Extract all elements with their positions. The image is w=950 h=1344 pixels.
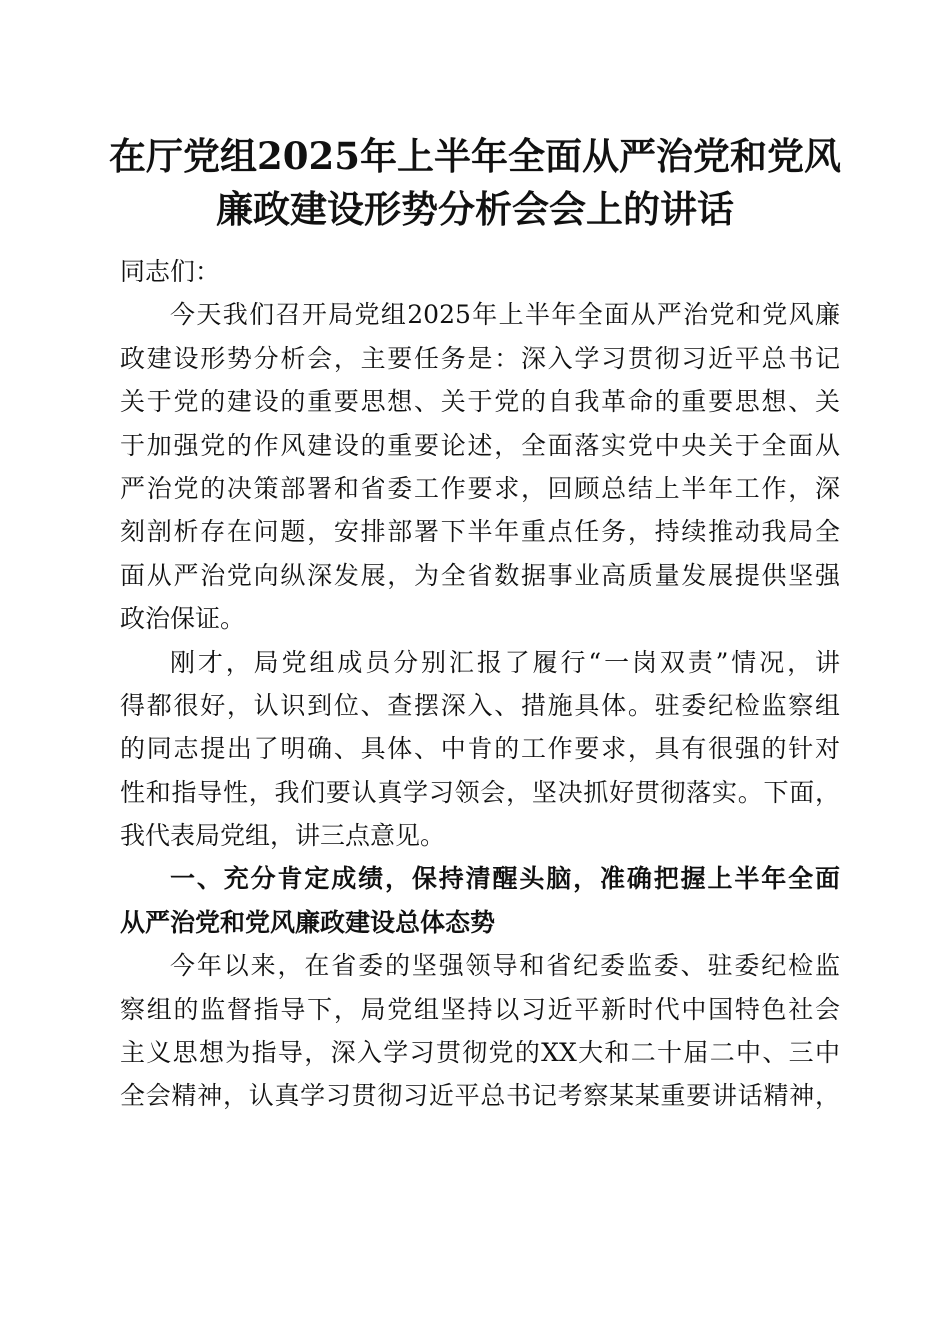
paragraph-line: 于加强党的作风建设的重要论述，全面落实党中央关于全面从: [120, 430, 840, 460]
paragraph-line: 察组的监督指导下，局党组坚持以习近平新时代中国特色社会: [120, 994, 840, 1024]
salutation: 同志们：: [120, 257, 221, 286]
document-title: [80, 130, 870, 236]
title-line-1: 在厅党组2025年上半年全面从严治党和党风: [109, 134, 841, 178]
paragraph-line: 今年以来，在省委的坚强领导和省纪委监委、驻委纪检监: [170, 951, 840, 981]
paragraph-line: 得都很好，认识到位、查摆深入、措施具体。驻委纪检监察组: [120, 690, 840, 720]
paragraph-line: 面从严治党向纵深发展，为全省数据事业高质量发展提供坚强: [120, 560, 840, 590]
paragraph-line: 性和指导性，我们要认真学习领会，坚决抓好贯彻落实。下面，: [120, 777, 840, 807]
paragraph-line: 主义思想为指导，深入学习贯彻党的XX大和二十届二中、三中: [120, 1038, 840, 1068]
document-body: [120, 250, 840, 1118]
paragraph-line: 我代表局党组，讲三点意见。: [120, 821, 446, 851]
paragraph-line: 政建设形势分析会，主要任务是：深入学习贯彻习近平总书记: [120, 343, 840, 373]
title-line-2: 廉政建设形势分析会会上的讲话: [216, 187, 734, 231]
paragraph-line: 的同志提出了明确、具体、中肯的工作要求，具有很强的针对: [120, 734, 840, 764]
paragraph-line: 全会精神，认真学习贯彻习近平总书记考察某某重要讲话精神，: [120, 1081, 840, 1111]
paragraph-line: 严治党的决策部署和省委工作要求，回顾总结上半年工作，深: [120, 473, 840, 503]
paragraph-line: 刚才，局党组成员分别汇报了履行“一岗双责”情况，讲: [170, 647, 840, 677]
section-heading-line: 一、充分肯定成绩，保持清醒头脑，准确把握上半年全面: [170, 864, 840, 894]
paragraph-line: 刻剖析存在问题，安排部署下半年重点任务，持续推动我局全: [120, 517, 840, 547]
paragraph-line: 关于党的建设的重要思想、关于党的自我革命的重要思想、关: [120, 387, 840, 417]
paragraph-line: 今天我们召开局党组2025年上半年全面从严治党和党风廉: [170, 300, 840, 330]
paragraph-line: 政治保证。: [120, 604, 246, 634]
section-heading-line: 从严治党和党风廉政建设总体态势: [120, 907, 496, 937]
